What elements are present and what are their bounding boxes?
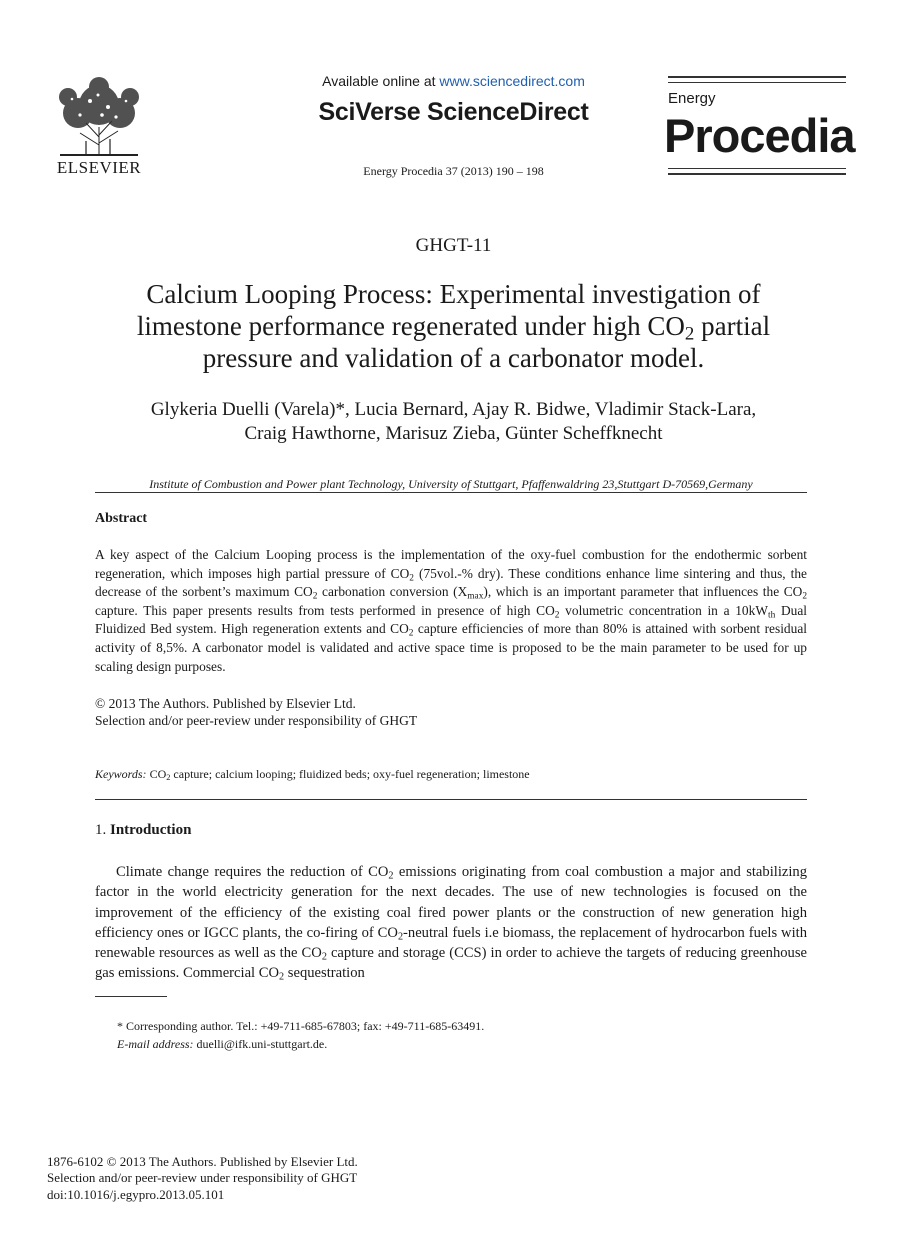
copyright-notice: [95, 695, 417, 729]
subscript: 2: [684, 323, 695, 345]
elsevier-wordmark: ELSEVIER: [56, 158, 142, 177]
author-line: Craig Hawthorne, Marisuz Zieba, Günter Scheffknecht: [244, 423, 663, 444]
available-prefix: Available online at: [322, 73, 440, 89]
corresponding-author: * Corresponding author. Tel.: +49-711-685-67803; fax: +49-711-685-63491.: [117, 1019, 485, 1033]
paper-title: [90, 278, 817, 374]
issn-line: 1876-6102 © 2013 The Authors. Published by Elsevier Ltd.: [47, 1154, 358, 1169]
journal-logo-rule: [668, 76, 846, 78]
journal-logo-rule: [668, 173, 846, 175]
introduction-body: Climate change requires the reduction of $CO_2$ emissions originating from coal combustion a major and stabilizing factor in the world electricity generation for the next decades. The use of new technologies is focused on the improvement of the efficiency of the existing coal fired power plants or the construction of new generation high efficiency ones or IGCC plants, the co-firing of $CO_2$-neutral fuels i.e biomass, the replacement of hydrocarbon fuels with renewable resources as well as the $CO_2$ capture and storage (CCS) in order to achieve the targets of reducing greenhouse gas emissions. Commercial $CO_2$ sequestration: [95, 864, 807, 984]
journal-logo-procedia: Procedia: [664, 109, 855, 162]
footnote: [117, 1018, 484, 1053]
journal-citation: Energy Procedia 37 (2013) 190 – 198: [363, 164, 544, 178]
email-label: E-mail address:: [117, 1036, 194, 1051]
sciverse-logo: SciVerse ScienceDirect: [318, 98, 589, 126]
author-list: [80, 398, 827, 446]
keywords: Keywords: $CO_2$ capture; calcium looping; fluidized beds; oxy-fuel regeneration; limestone: [95, 767, 530, 783]
keywords-label: Keywords:: [95, 767, 147, 781]
review-line: Selection and/or peer-review under responsibility of GHGT: [47, 1170, 358, 1186]
journal-logo-rule: [668, 168, 846, 169]
title-line: partial: [694, 311, 771, 341]
title-line: pressure and validation of a carbonator model.: [202, 343, 705, 373]
doi[interactable]: doi:10.1016/j.egypro.2013.05.101: [47, 1186, 225, 1202]
journal-logo-energy: Energy: [668, 90, 716, 107]
title-line: limestone performance regenerated under high CO: [136, 311, 685, 341]
footnote-rule: [95, 996, 167, 997]
section-heading-introduction: 1. Introduction: [95, 822, 192, 838]
review-line: Selection and/or peer-review under responsibility of GHGT: [95, 713, 418, 728]
affiliation: Institute of Combustion and Power plant Technology, University of Stuttgart, Pfaffenwaldring 23,Stuttgart D-70569,Germany: [149, 477, 753, 491]
issn-block: [47, 1154, 358, 1203]
sciencedirect-link[interactable]: www.sciencedirect.com: [439, 73, 585, 89]
divider: [95, 799, 807, 800]
copyright-line: © 2013 The Authors. Published by Elsevier Ltd.: [95, 696, 356, 711]
journal-logo-rule: [668, 82, 846, 83]
abstract-body: A key aspect of the Calcium Looping process is the implementation of the oxy-fuel combustion for the endothermic sorbent regeneration, which imposes high partial pressure of $CO_2$ (75vol.-% dry). These conditions enhance lime sintering and thus, the decrease of the sorbent’s maximum $CO_2$ carbonation conversion $(X_{max})$, which is an important parameter that influences the $CO_2$ capture. This paper presents results from tests performed in presence of high $CO_2$ volumetric concentration in a $10kW_{th}$ Dual Fluidized Bed system. High regeneration extents and $CO_2$ capture efficiencies of more than 80% is attained with sorbent residual activity of 8,5%. A carbonator model is validated and active space time is proposed to be the main parameter to be used for up scaling design purposes.: [95, 547, 808, 674]
abstract-heading: Abstract: [95, 511, 148, 526]
title-line: Calcium Looping Process: Experimental investigation of: [146, 279, 761, 309]
email-address[interactable]: duelli@ifk.uni-stuttgart.de.: [193, 1036, 328, 1051]
conference-name: GHGT-11: [415, 235, 492, 256]
divider: [95, 492, 807, 493]
author-line: Glykeria Duelli (Varela)*, Lucia Bernard, Ajay R. Bidwe, Vladimir Stack-Lara,: [150, 399, 757, 420]
